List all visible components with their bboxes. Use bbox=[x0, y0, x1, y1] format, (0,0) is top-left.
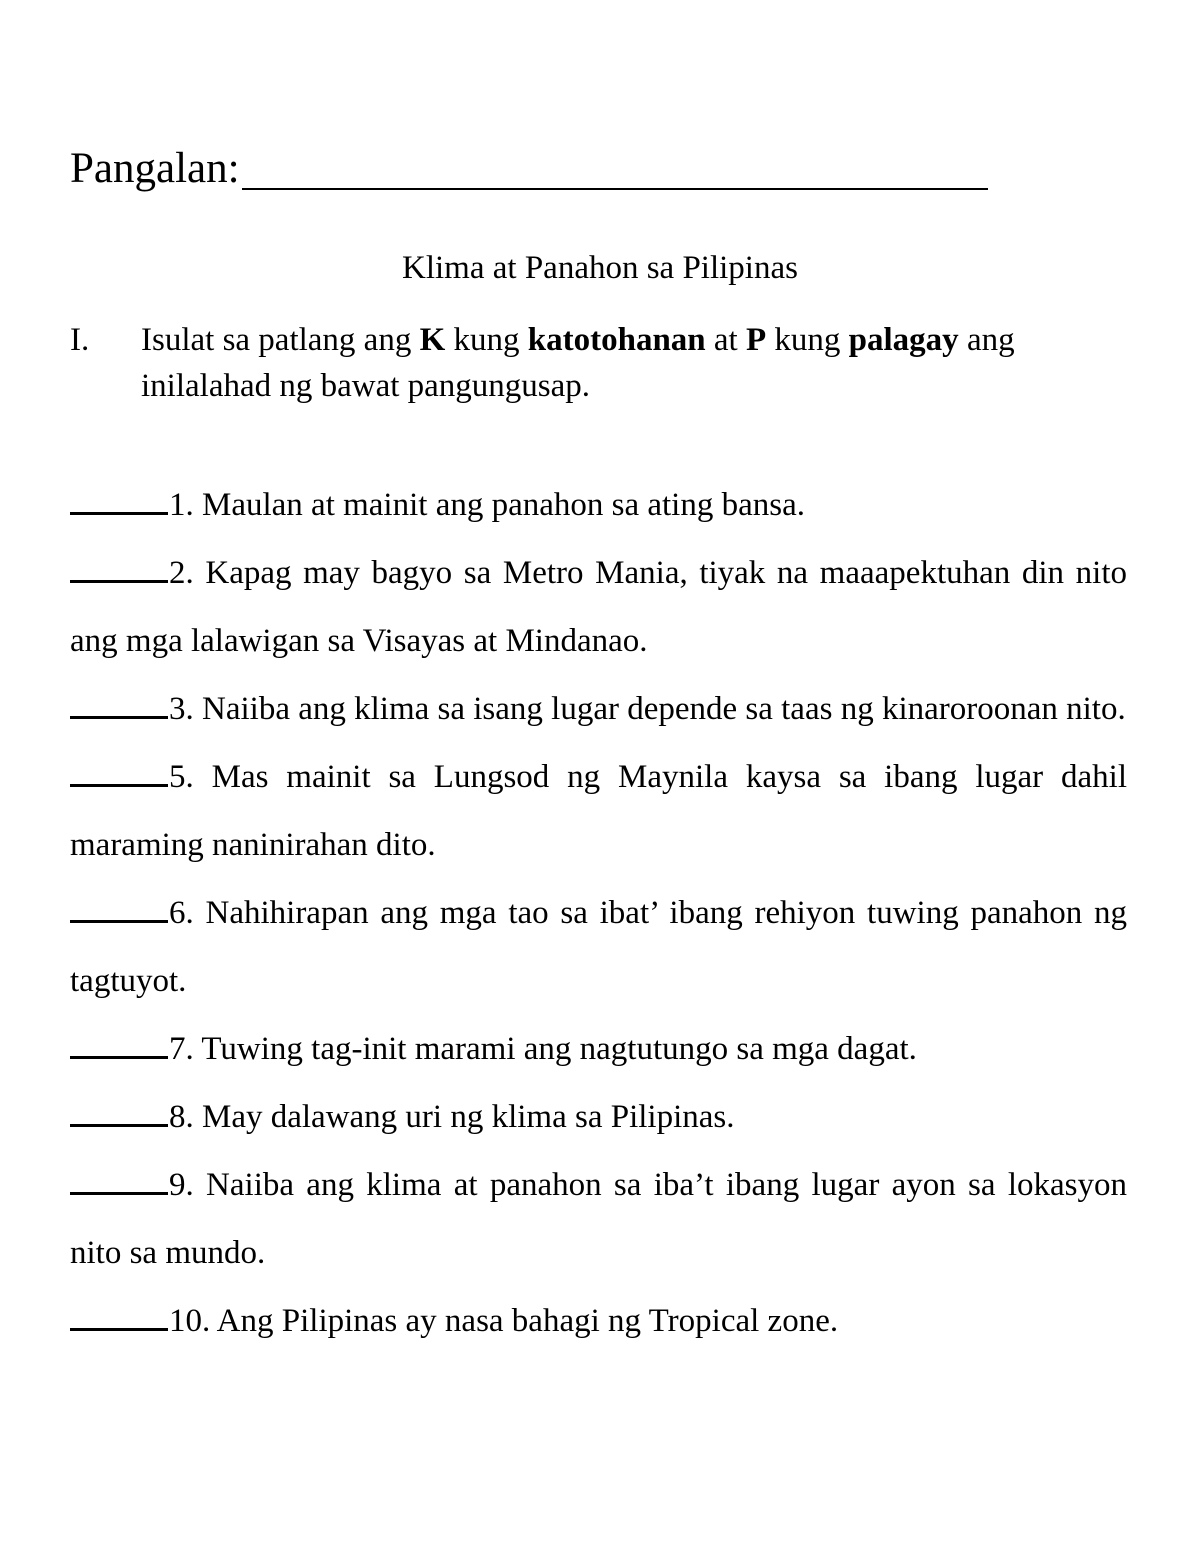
question-text: 2. Kapag may bagyo sa Metro Mania, tiyak na maaapektuhan din nito ang mga lalawigan sa Visayas at Mindanao. bbox=[70, 555, 1127, 659]
answer-blank[interactable] bbox=[70, 512, 168, 515]
worksheet-title: Klima at Panahon sa Pilipinas bbox=[402, 250, 798, 286]
instruction-bold-p: P bbox=[745, 322, 767, 358]
question-item bbox=[70, 743, 1127, 879]
question-item bbox=[70, 539, 1127, 675]
answer-blank[interactable] bbox=[70, 784, 168, 787]
answer-blank[interactable] bbox=[70, 1328, 168, 1331]
answer-blank[interactable] bbox=[70, 580, 168, 583]
instruction-part: kung bbox=[766, 322, 849, 358]
question-text: 3. Naiiba ang klima sa isang lugar depende sa taas ng kinaroroonan nito. bbox=[169, 691, 1126, 727]
instruction-part: Isulat sa patlang ang bbox=[141, 322, 420, 358]
name-answer-line[interactable] bbox=[242, 142, 988, 190]
question-item bbox=[70, 675, 1127, 743]
instruction-bold-katotohanan: katotohanan bbox=[527, 322, 706, 358]
name-label: Pangalan: bbox=[70, 145, 240, 192]
answer-blank[interactable] bbox=[70, 1056, 168, 1059]
instruction-bold-palagay: palagay bbox=[848, 322, 959, 358]
instruction-block bbox=[70, 317, 1130, 409]
question-text: 10. Ang Pilipinas ay nasa bahagi ng Tropical zone. bbox=[169, 1303, 839, 1339]
question-item bbox=[70, 1083, 1127, 1151]
question-text: 1. Maulan at mainit ang panahon sa ating bansa. bbox=[169, 487, 805, 523]
name-field-row bbox=[70, 130, 1010, 190]
question-text: 6. Nahihirapan ang mga tao sa ibat’ ibang rehiyon tuwing panahon ng tagtuyot. bbox=[70, 895, 1127, 999]
instruction-text bbox=[141, 317, 1130, 409]
question-text: 7. Tuwing tag-init marami ang nagtutungo sa mga dagat. bbox=[169, 1031, 917, 1067]
answer-blank[interactable] bbox=[70, 1124, 168, 1127]
instruction-part: ang inilalahad ng bawat pangungusap. bbox=[141, 322, 1015, 404]
instruction-number: I. bbox=[70, 322, 90, 358]
instruction-part: at bbox=[705, 322, 746, 358]
answer-blank[interactable] bbox=[70, 920, 168, 923]
question-item bbox=[70, 879, 1127, 1015]
question-text: 8. May dalawang uri ng klima sa Pilipinas. bbox=[169, 1099, 735, 1135]
question-list bbox=[70, 471, 1127, 1355]
question-item bbox=[70, 1287, 1127, 1355]
instruction-part: kung bbox=[445, 322, 528, 358]
question-text: 9. Naiiba ang klima at panahon sa iba’t ibang lugar ayon sa lokasyon nito sa mundo. bbox=[70, 1167, 1127, 1271]
question-item bbox=[70, 1151, 1127, 1287]
instruction-bold-k: K bbox=[419, 322, 446, 358]
question-text: 5. Mas mainit sa Lungsod ng Maynila kaysa sa ibang lugar dahil maraming naninirahan dito. bbox=[70, 759, 1127, 863]
answer-blank[interactable] bbox=[70, 716, 168, 719]
question-item bbox=[70, 471, 1127, 539]
answer-blank[interactable] bbox=[70, 1192, 168, 1195]
question-item bbox=[70, 1015, 1127, 1083]
